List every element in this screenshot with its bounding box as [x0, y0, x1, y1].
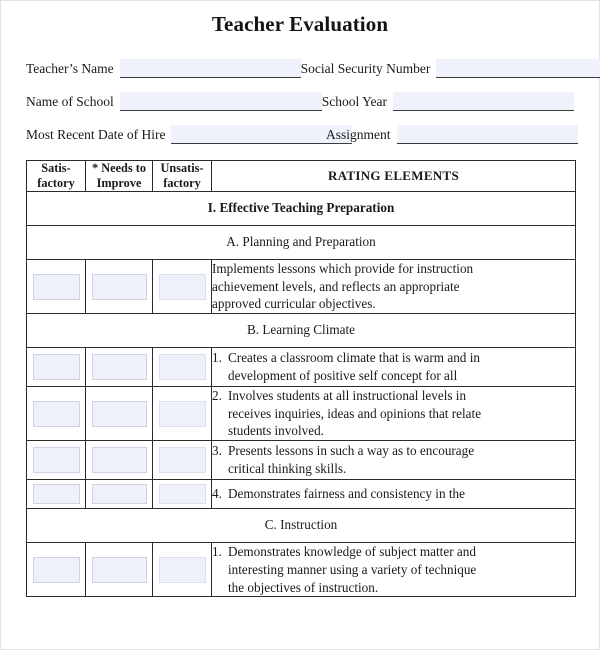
rating-element-numbered [212, 442, 575, 477]
rating-cell-needs-to-improve[interactable] [86, 260, 153, 314]
rating-element-body [228, 387, 575, 440]
rating-element-number: 1. [212, 544, 222, 560]
rating-checkbox-needs-to-improve[interactable] [92, 274, 147, 300]
rating-element-line: the objectives of instruction. [228, 579, 379, 595]
column-header-line2: Improve [96, 176, 142, 190]
section-row [27, 314, 576, 348]
rating-element-body [228, 485, 575, 503]
rating-checkbox-needs-to-improve[interactable] [92, 447, 147, 473]
rating-cell-needs-to-improve[interactable] [86, 387, 153, 441]
form-field-social-security-number [301, 59, 600, 78]
field-label: Social Security Number [300, 61, 431, 77]
rating-cell-unsatisfactory[interactable] [153, 543, 212, 597]
section-title: B. Learning Climate [27, 314, 576, 348]
rating-item-row [27, 260, 576, 314]
rating-cell-needs-to-improve[interactable] [86, 480, 153, 509]
form-field-name-of-school [26, 92, 322, 111]
section-title: A. Planning and Preparation [27, 226, 576, 260]
rating-element-line: Demonstrates fairness and consistency in the [228, 486, 465, 502]
form-field-most-recent-date-of-hire [26, 125, 326, 144]
rating-element-text [212, 387, 576, 441]
rating-checkbox-satisfactory[interactable] [33, 354, 80, 380]
rating-checkbox-unsatisfactory[interactable] [159, 557, 206, 583]
rating-element-numbered [212, 543, 575, 596]
rating-element-numbered [212, 485, 575, 503]
rating-element-numbered [212, 387, 575, 440]
column-header-line2: factory [37, 176, 75, 190]
rating-element-number: 1. [212, 350, 222, 366]
rating-checkbox-needs-to-improve[interactable] [92, 484, 147, 504]
rating-element-body [228, 543, 575, 596]
rating-cell-needs-to-improve[interactable] [86, 441, 153, 480]
rating-element-body [212, 260, 575, 313]
rating-checkbox-unsatisfactory[interactable] [159, 354, 206, 380]
field-input-teachers-name[interactable] [120, 59, 301, 78]
rating-checkbox-unsatisfactory[interactable] [159, 401, 206, 427]
rating-checkbox-unsatisfactory[interactable] [159, 447, 206, 473]
rating-element-line: achievement levels, and reflects an appropriate [212, 278, 460, 294]
rating-table [26, 160, 576, 597]
rating-element-line: Creates a classroom climate that is warm and in [228, 350, 480, 366]
rating-element-numbered [212, 349, 575, 384]
column-header-line2: factory [163, 176, 201, 190]
rating-cell-needs-to-improve[interactable] [86, 543, 153, 597]
rating-element-text [212, 480, 576, 509]
rating-element-body [228, 349, 575, 384]
rating-checkbox-unsatisfactory[interactable] [159, 274, 206, 300]
form-field-school-year [322, 92, 574, 111]
rating-element-line: critical thinking skills. [228, 461, 347, 477]
rating-cell-satisfactory[interactable] [27, 543, 86, 597]
section-row [27, 509, 576, 543]
rating-checkbox-needs-to-improve[interactable] [92, 401, 147, 427]
rating-cell-unsatisfactory[interactable] [153, 260, 212, 314]
rating-element-number: 4. [212, 486, 222, 502]
field-label: Most Recent Date of Hire [26, 127, 166, 143]
rating-cell-satisfactory[interactable] [27, 348, 86, 387]
rating-element-line: students involved. [228, 423, 324, 439]
rating-checkbox-satisfactory[interactable] [33, 484, 80, 504]
rating-checkbox-satisfactory[interactable] [33, 274, 80, 300]
form-row [26, 92, 574, 111]
rating-checkbox-needs-to-improve[interactable] [92, 354, 147, 380]
rating-checkbox-satisfactory[interactable] [33, 401, 80, 427]
form-row [26, 59, 574, 78]
rating-checkbox-satisfactory[interactable] [33, 557, 80, 583]
rating-item-row [27, 480, 576, 509]
field-input-assignment[interactable] [397, 125, 578, 144]
rating-element-text [212, 348, 576, 387]
column-header-line1: Satis- [41, 161, 71, 175]
rating-element-line: Implements lessons which provide for instruction [212, 261, 474, 276]
rating-checkbox-unsatisfactory[interactable] [159, 484, 206, 504]
column-header-1 [27, 161, 86, 192]
form-row [26, 125, 574, 144]
rating-cell-unsatisfactory[interactable] [153, 387, 212, 441]
column-header-3 [153, 161, 212, 192]
rating-element-number: 3. [212, 443, 222, 459]
form-field-teachers-name [26, 59, 301, 78]
rating-table-body [27, 161, 576, 597]
rating-element-line: interesting manner using a variety of technique [228, 561, 477, 577]
field-label: Assignment [326, 127, 391, 143]
column-header-line1: Unsatis- [160, 161, 204, 175]
rating-element-line: receives inquiries, ideas and opinions that relate [228, 405, 482, 421]
rating-element-body [228, 442, 575, 477]
column-header-rating-elements: RATING ELEMENTS [212, 161, 576, 192]
rating-element-line: Presents lessons in such a way as to encourage [228, 443, 475, 459]
column-header-2 [86, 161, 153, 192]
rating-table-header-row [27, 161, 576, 192]
section-title: I. Effective Teaching Preparation [27, 192, 576, 226]
rating-checkbox-satisfactory[interactable] [33, 447, 80, 473]
field-label: Name of School [26, 94, 114, 110]
rating-item-row [27, 387, 576, 441]
rating-cell-unsatisfactory[interactable] [153, 348, 212, 387]
rating-item-row [27, 441, 576, 480]
rating-checkbox-needs-to-improve[interactable] [92, 557, 147, 583]
rating-cell-satisfactory[interactable] [27, 387, 86, 441]
column-header-line1: * Needs to [92, 161, 146, 175]
rating-item-row [27, 348, 576, 387]
field-input-school-year[interactable] [393, 92, 574, 111]
rating-cell-unsatisfactory[interactable] [153, 441, 212, 480]
field-input-social-security-number[interactable] [436, 59, 600, 78]
rating-element-line: Involves students at all instructional levels in [228, 388, 467, 404]
rating-element-text [212, 441, 576, 480]
rating-cell-satisfactory[interactable] [27, 441, 86, 480]
field-label: School Year [321, 94, 387, 110]
field-input-name-of-school[interactable] [120, 92, 322, 111]
section-title: C. Instruction [27, 509, 576, 543]
rating-item-row [27, 543, 576, 597]
rating-cell-satisfactory[interactable] [27, 260, 86, 314]
rating-element-text [212, 260, 576, 314]
form-field-assignment [326, 125, 578, 144]
field-label: Teacher’s Name [26, 61, 114, 77]
rating-element-number: 2. [212, 388, 222, 404]
section-row [27, 226, 576, 260]
page-title: Teacher Evaluation [211, 12, 389, 36]
rating-element-line: approved curricular objectives. [212, 296, 376, 312]
rating-element-line: Demonstrates knowledge of subject matter and [228, 544, 476, 560]
header-form [26, 59, 574, 144]
rating-element-line: development of positive self concept for all [228, 368, 458, 384]
rating-element-text [212, 543, 576, 597]
section-row [27, 192, 576, 226]
rating-cell-satisfactory[interactable] [27, 480, 86, 509]
rating-cell-needs-to-improve[interactable] [86, 348, 153, 387]
rating-cell-unsatisfactory[interactable] [153, 480, 212, 509]
